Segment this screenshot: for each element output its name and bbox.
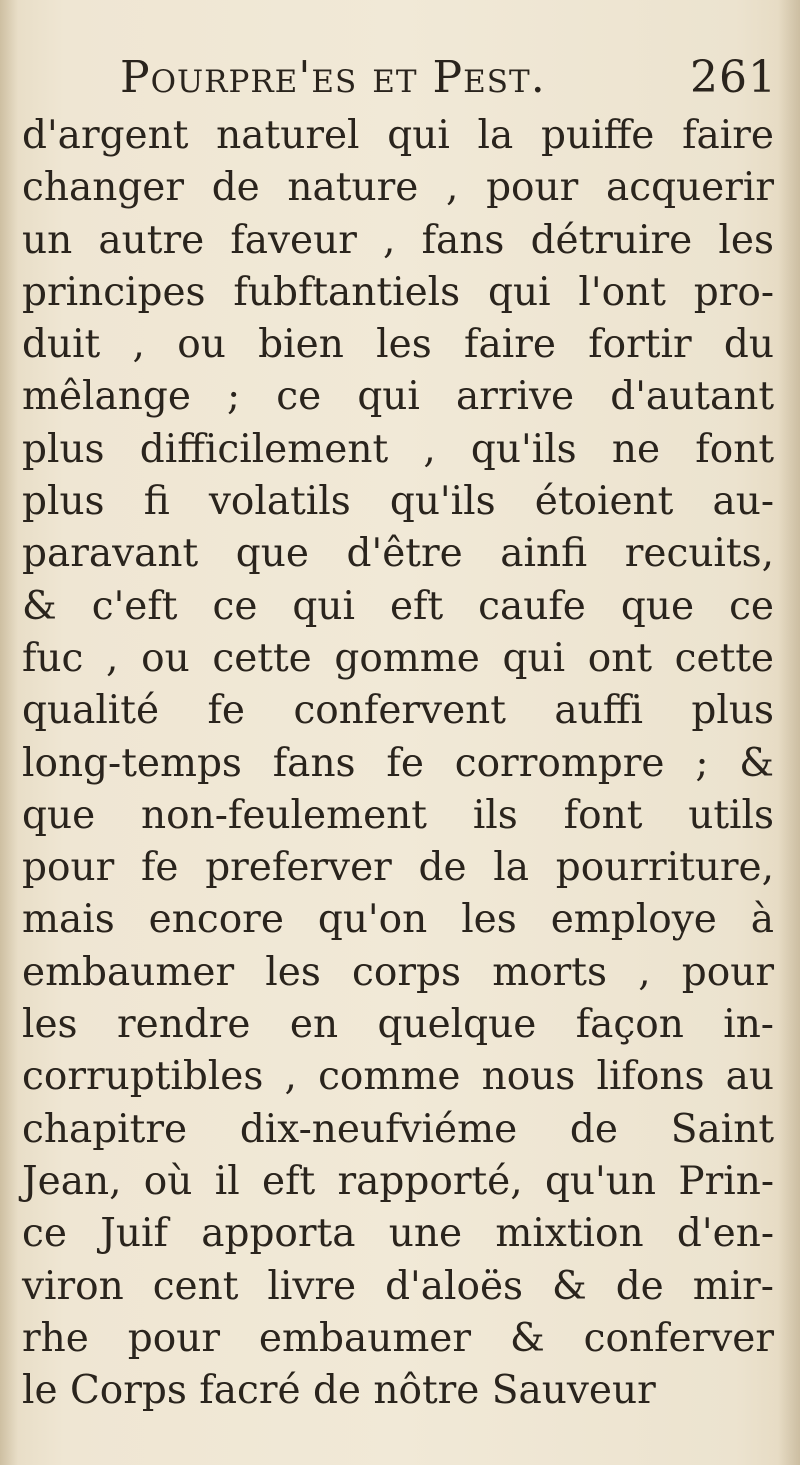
text-line: pour fe preferver de la pourriture, (22, 845, 774, 891)
body-text (22, 110, 774, 1417)
text-line: le Corps facré de nôtre Sauveur (22, 1368, 656, 1414)
text-line: mêlange ; ce qui arrive d'autant (22, 374, 774, 420)
text-line: les rendre en quelque façon in- (22, 1002, 774, 1048)
text-line: long-temps fans fe corrompre ; & (22, 740, 774, 786)
text-line: plus difficilement , qu'ils ne font (22, 426, 774, 472)
text-line: rhe pour embaumer & conferver (22, 1315, 774, 1361)
text-line: fuc , ou cette gomme qui ont cette (22, 635, 774, 681)
text-line: principes fubftantiels qui l'ont pro- (22, 269, 774, 315)
text-line: & c'eft ce qui eft caufe que ce (22, 583, 774, 629)
text-line: d'argent naturel qui la puiffe faire (22, 113, 774, 158)
text-line: chapitre dix-neufviéme de Saint (22, 1106, 774, 1152)
text-line: viron cent livre d'aloës & de mir- (22, 1263, 774, 1309)
running-head (0, 52, 800, 108)
text-line: corruptibles , comme nous lifons au (22, 1054, 774, 1100)
running-title: Pourpre'es et Pest. (120, 52, 546, 103)
text-line: duit , ou bien les faire fortir du (22, 322, 774, 368)
text-line: Jean, où il eft rapporté, qu'un Prin- (22, 1158, 774, 1204)
text-line: paravant que d'être ainfi recuits, (22, 531, 774, 577)
text-line: ce Juif apporta une mixtion d'en- (22, 1211, 774, 1257)
text-line: mais encore qu'on les employe à (22, 897, 774, 943)
text-line: qualité fe confervent auffi plus (22, 688, 774, 734)
text-line: que non-feulement ils font utils (22, 792, 774, 838)
text-line: changer de nature , pour acquerir (22, 165, 774, 211)
text-line: plus fi volatils qu'ils étoient au- (22, 479, 774, 525)
text-line: embaumer les corps morts , pour (22, 949, 774, 995)
page-number: 261 (690, 52, 777, 103)
text-line: un autre faveur , fans détruire les (22, 217, 774, 263)
